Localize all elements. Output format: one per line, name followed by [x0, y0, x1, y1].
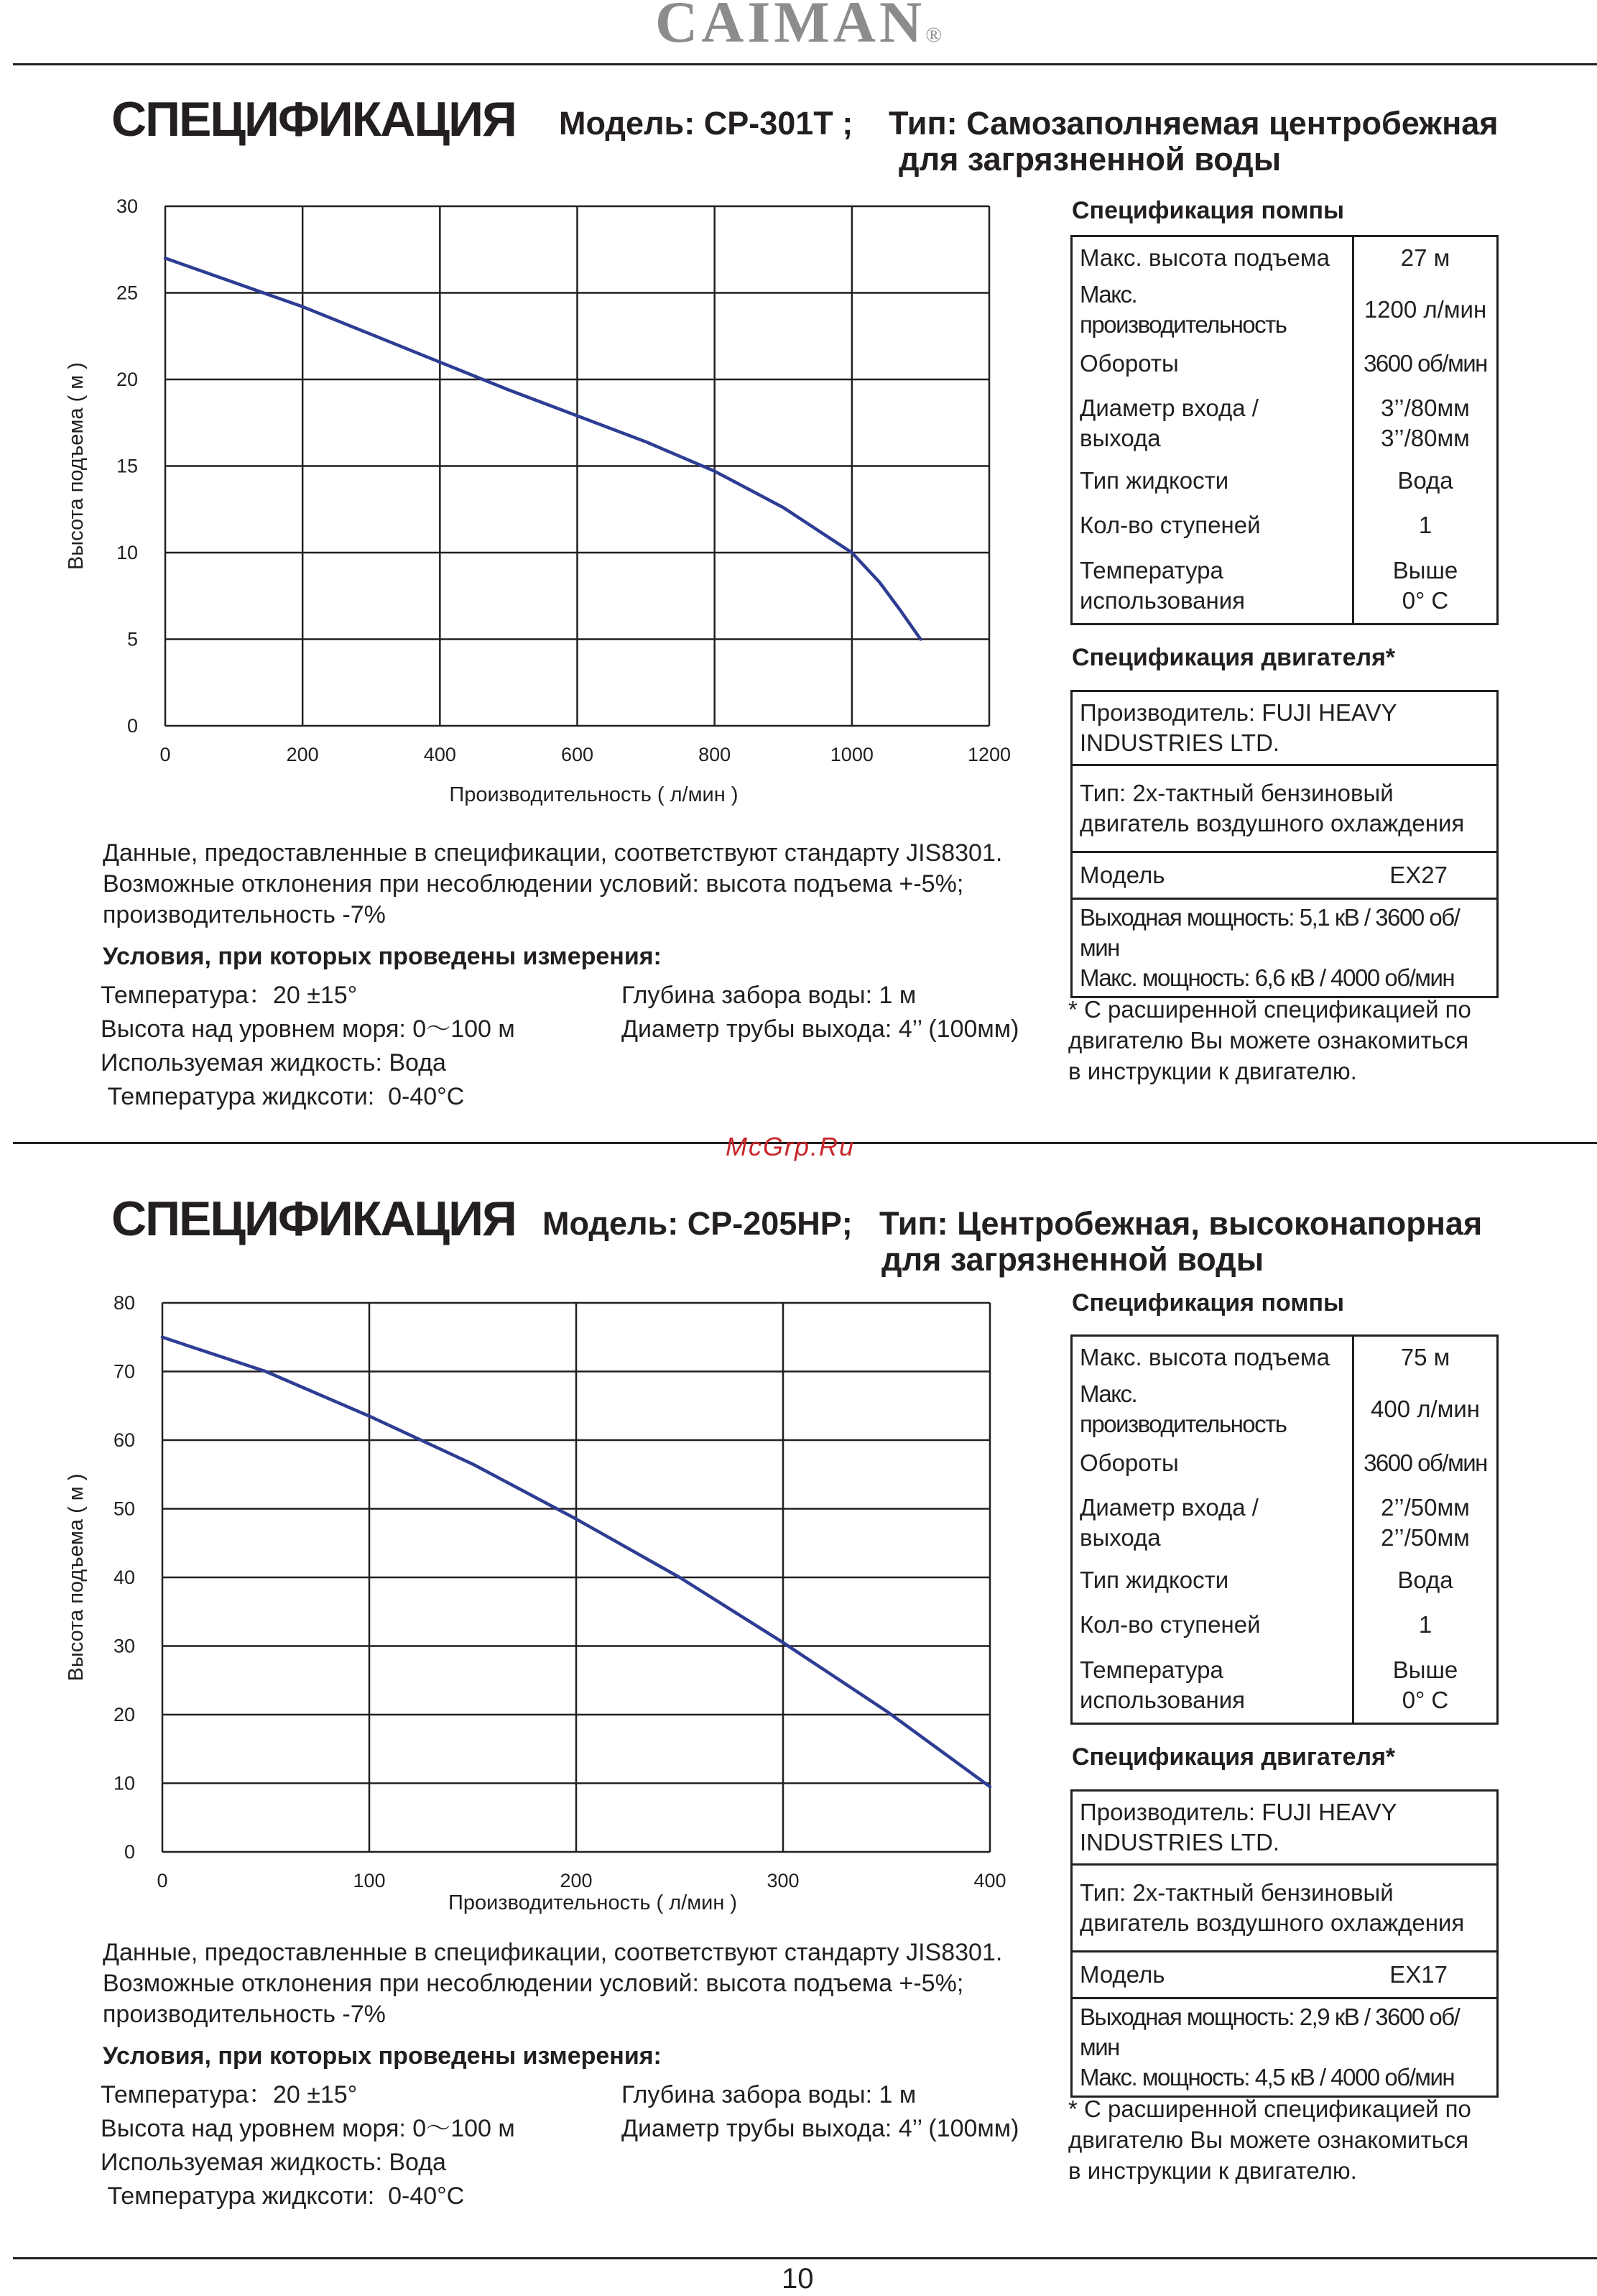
y-axis-label: Высота подъема ( м )	[65, 362, 88, 570]
y-tick-label: 10	[113, 1772, 135, 1794]
condition-line: Используемая жидкость: Вода	[101, 2149, 446, 2176]
engine-manufacturer	[1072, 1791, 1498, 1865]
spec-value: 1200 л/мин	[1353, 280, 1498, 340]
x-tick-label: 200	[286, 744, 319, 765]
y-tick-label: 0	[126, 715, 138, 737]
engine-row	[1072, 1865, 1498, 1952]
engine-spec-title-2: Спецификация двигателя*	[1072, 1743, 1396, 1771]
engine-note-line: двигателю Вы можете ознакомиться	[1068, 2126, 1469, 2153]
engine-max-power: Макс. мощность: 4,5 кВ / 4000 об/мин	[1080, 2064, 1455, 2090]
standard-line: производительность -7%	[103, 901, 386, 928]
spec-value: 1	[1353, 502, 1498, 548]
y-tick-label: 15	[116, 455, 138, 477]
engine-manufacturer-line: Производитель: FUJI HEAVY	[1080, 1799, 1397, 1825]
engine-output-power: Выходная мощность: 5,1 кВ / 3600 об/мин	[1080, 904, 1460, 961]
spec-label-line: Температура	[1080, 556, 1223, 584]
spec-label	[1072, 548, 1353, 624]
spec-label: Кол-во ступеней	[1080, 1610, 1261, 1638]
engine-note-2	[1068, 2093, 1471, 2186]
type-label-1: Тип: Самозаполняемая центробежная	[889, 105, 1499, 142]
spec-value	[1353, 387, 1498, 459]
engine-note-line: двигателю Вы можете ознакомиться	[1068, 1027, 1469, 1054]
watermark: McGrp.Ru	[726, 1132, 856, 1161]
engine-model-value: EX27	[1389, 862, 1448, 888]
y-tick-label: 60	[113, 1429, 135, 1451]
y-tick-label: 20	[116, 369, 138, 390]
standard-line: Возможные отклонения при несоблюдении условий: высота подъема +-5%;	[103, 870, 964, 898]
engine-model-label: Модель	[1080, 862, 1165, 888]
performance-curve	[165, 258, 920, 639]
conditions-left-1	[101, 979, 515, 1114]
condition-line: Диаметр трубы выхода: 4’’ (100мм)	[621, 2115, 1019, 2142]
engine-type-line: Тип: 2х-тактный бензиновый	[1080, 1879, 1394, 1906]
y-tick-label: 30	[116, 195, 138, 217]
engine-type	[1072, 1865, 1498, 1952]
registered-mark: ®	[925, 23, 942, 47]
x-tick-label: 100	[353, 1870, 386, 1891]
spec-row	[1072, 340, 1498, 387]
y-tick-label: 25	[116, 282, 138, 304]
x-tick-label: 1200	[967, 744, 1012, 765]
standard-line: Данные, предоставленные в спецификации, соответствуют стандарту JIS8301.	[103, 839, 1003, 867]
y-axis-label: Высота подъема ( м )	[65, 1473, 88, 1682]
engine-row	[1072, 1791, 1498, 1865]
brand-logo	[0, 0, 1597, 55]
condition-line: Температура жидксоти: 0-40°C	[101, 1083, 465, 1110]
page-number: 10	[782, 2263, 814, 2295]
spec-row	[1072, 502, 1498, 548]
engine-power	[1072, 1998, 1498, 2097]
conditions-title-2: Условия, при которых проведены измерения:	[103, 2042, 662, 2070]
spec-title-2: СПЕЦИФИКАЦИЯ	[111, 1191, 516, 1246]
engine-model-wrap	[1080, 860, 1491, 890]
condition-line: Температура：20 ±15°	[101, 982, 358, 1009]
standard-line: Данные, предоставленные в спецификации, соответствуют стандарту JIS8301.	[103, 1939, 1003, 1966]
spec-row	[1072, 548, 1498, 624]
header-rule	[13, 63, 1597, 65]
spec-value-line: 2’’/50мм	[1381, 1493, 1470, 1521]
spec-value: 1	[1353, 1602, 1498, 1648]
type-label-2b: для загрязненной воды	[881, 1241, 1264, 1278]
spec-value-line: 3’’/80мм	[1381, 424, 1470, 451]
spec-row	[1072, 236, 1498, 280]
engine-note-line: в инструкции к двигателю.	[1068, 1058, 1357, 1084]
engine-row	[1072, 765, 1498, 852]
engine-type-line: двигатель воздушного охлаждения	[1080, 810, 1465, 836]
x-tick-label: 0	[157, 1870, 168, 1891]
spec-label-line: использования	[1080, 586, 1246, 614]
engine-type	[1072, 765, 1498, 852]
spec-label: Обороты	[1080, 349, 1179, 377]
engine-model-value: EX17	[1389, 1961, 1448, 1988]
standard-text-1	[103, 838, 1002, 931]
chart-svg-2	[57, 1283, 1063, 1915]
spec-row	[1072, 1439, 1498, 1487]
y-tick-label: 30	[113, 1635, 135, 1657]
x-axis-label: Производительность ( л/мин )	[449, 783, 739, 806]
engine-note-line: * С расширенной спецификацией по	[1068, 996, 1471, 1023]
spec-label-line: выхода	[1080, 1523, 1161, 1551]
spec-label: Макс. высота подъема	[1080, 244, 1330, 272]
engine-manufacturer-line: INDUSTRIES LTD.	[1080, 729, 1280, 756]
y-tick-label: 20	[113, 1704, 135, 1725]
spec-value: 3600 об/мин	[1353, 1439, 1498, 1487]
engine-manufacturer	[1072, 691, 1498, 765]
y-tick-label: 70	[113, 1360, 135, 1383]
spec-label: Макс. производительность	[1080, 1380, 1287, 1437]
y-tick-label: 0	[124, 1841, 135, 1863]
condition-line: Высота над уровнем моря: 0～100 м	[101, 1015, 515, 1043]
spec-value: 27 м	[1353, 236, 1498, 280]
conditions-left-2	[101, 2078, 515, 2213]
x-tick-label: 0	[159, 744, 171, 765]
y-tick-label: 80	[113, 1292, 135, 1314]
pump-spec-title-1: Спецификация помпы	[1072, 197, 1345, 224]
spec-label-line: Диаметр входа /	[1080, 394, 1259, 421]
spec-value: 75 м	[1353, 1336, 1498, 1379]
spec-row	[1072, 280, 1498, 340]
spec-value: 3600 об/мин	[1353, 340, 1498, 387]
spec-title-1: СПЕЦИФИКАЦИЯ	[111, 92, 516, 147]
y-tick-label: 40	[113, 1567, 135, 1588]
spec-value-line: 2’’/50мм	[1381, 1523, 1470, 1551]
conditions-right-1	[621, 979, 1019, 1046]
spec-value-line: Выше	[1392, 1656, 1458, 1683]
condition-line: Высота над уровнем моря: 0～100 м	[101, 2115, 515, 2142]
chart-svg-1	[57, 183, 1063, 816]
spec-value-line: 0° С	[1402, 586, 1449, 614]
spec-row	[1072, 459, 1498, 502]
engine-row	[1072, 852, 1498, 899]
engine-model-wrap	[1080, 1960, 1491, 1990]
model-label-1: Модель: CP-301T ;	[559, 105, 853, 142]
spec-label: Тип жидкости	[1080, 1566, 1229, 1593]
spec-row	[1072, 1559, 1498, 1602]
engine-note-line: в инструкции к двигателю.	[1068, 2157, 1357, 2184]
type-label-1b: для загрязненной воды	[899, 141, 1282, 177]
spec-label	[1072, 1487, 1353, 1559]
y-tick-label: 10	[116, 542, 138, 563]
spec-value	[1353, 1648, 1498, 1724]
spec-row	[1072, 1379, 1498, 1439]
spec-label: Тип жидкости	[1080, 466, 1229, 494]
pump-spec-title-2: Спецификация помпы	[1072, 1289, 1345, 1317]
standard-line: Возможные отклонения при несоблюдении условий: высота подъема +-5%;	[103, 1970, 964, 1997]
engine-model-label: Модель	[1080, 1961, 1165, 1988]
condition-line: Температура：20 ±15°	[101, 2081, 358, 2108]
engine-type-line: двигатель воздушного охлаждения	[1080, 1909, 1465, 1936]
spec-value-line: 3’’/80мм	[1381, 394, 1470, 421]
x-tick-label: 200	[560, 1870, 593, 1891]
engine-manufacturer-line: Производитель: FUJI HEAVY	[1080, 699, 1397, 726]
x-tick-label: 300	[767, 1870, 800, 1891]
footer-rule	[13, 2257, 1597, 2259]
engine-row	[1072, 691, 1498, 765]
spec-value-line: Выше	[1392, 556, 1458, 584]
spec-row	[1072, 387, 1498, 459]
engine-note-line: * С расширенной спецификацией по	[1068, 2096, 1471, 2122]
spec-label: Макс. производительность	[1080, 280, 1287, 338]
spec-label-line: Диаметр входа /	[1080, 1493, 1259, 1521]
pump-spec-table-2	[1070, 1334, 1499, 1725]
condition-line: Глубина забора воды: 1 м	[621, 982, 917, 1009]
spec-label-line: использования	[1080, 1686, 1246, 1713]
x-tick-label: 600	[560, 744, 594, 765]
x-tick-label: 1000	[830, 744, 874, 765]
y-tick-label: 5	[126, 628, 138, 650]
spec-row	[1072, 1487, 1498, 1559]
y-tick-label: 50	[113, 1498, 135, 1520]
spec-value: 400 л/мин	[1353, 1379, 1498, 1439]
model-label-2: Модель: CP-205HP;	[542, 1205, 853, 1242]
engine-manufacturer-line: INDUSTRIES LTD.	[1080, 1829, 1280, 1855]
condition-line: Глубина забора воды: 1 м	[621, 2081, 917, 2108]
engine-spec-table-1	[1070, 690, 1499, 998]
spec-value	[1353, 1487, 1498, 1559]
condition-line: Диаметр трубы выхода: 4’’ (100мм)	[621, 1015, 1019, 1043]
spec-value-line: 0° С	[1402, 1686, 1449, 1713]
engine-row	[1072, 899, 1498, 997]
spec-row	[1072, 1336, 1498, 1379]
engine-model	[1072, 852, 1498, 899]
engine-model	[1072, 1952, 1498, 1998]
spec-value: Вода	[1353, 459, 1498, 502]
condition-line: Используемая жидкость: Вода	[101, 1049, 446, 1076]
spec-label	[1072, 1648, 1353, 1724]
engine-type-line: Тип: 2х-тактный бензиновый	[1080, 780, 1394, 806]
pump-spec-table-1	[1070, 235, 1499, 625]
pump-curve-chart-2	[57, 1283, 1063, 1915]
engine-spec-title-1: Спецификация двигателя*	[1072, 644, 1396, 671]
engine-spec-table-2	[1070, 1789, 1499, 2098]
engine-max-power: Макс. мощность: 6,6 кВ / 4000 об/мин	[1080, 964, 1455, 991]
spec-label: Макс. высота подъема	[1080, 1344, 1330, 1371]
x-tick-label: 800	[698, 744, 731, 765]
spec-value: Вода	[1353, 1559, 1498, 1602]
engine-row	[1072, 1952, 1498, 1998]
engine-output-power: Выходная мощность: 2,9 кВ / 3600 об/мин	[1080, 2004, 1460, 2060]
engine-row	[1072, 1998, 1498, 2097]
x-axis-label: Производительность ( л/мин )	[448, 1891, 738, 1914]
spec-value	[1353, 548, 1498, 624]
logo-text: CAIMAN	[655, 0, 926, 55]
x-tick-label: 400	[423, 744, 456, 765]
conditions-title-1: Условия, при которых проведены измерения:	[103, 943, 662, 970]
spec-label: Обороты	[1080, 1449, 1179, 1476]
x-tick-label: 400	[973, 1870, 1006, 1891]
spec-label: Кол-во ступеней	[1080, 511, 1261, 538]
engine-note-1	[1068, 994, 1471, 1087]
condition-line: Температура жидксоти: 0-40°C	[101, 2182, 465, 2210]
spec-row	[1072, 1602, 1498, 1648]
standard-line: производительность -7%	[103, 2001, 386, 2028]
type-label-2: Тип: Центробежная, высоконапорная	[879, 1205, 1483, 1242]
spec-row	[1072, 1648, 1498, 1724]
spec-label	[1072, 387, 1353, 459]
spec-label-line: Температура	[1080, 1656, 1223, 1683]
pump-curve-chart-1	[57, 183, 1063, 816]
conditions-right-2	[621, 2078, 1019, 2146]
spec-label-line: выхода	[1080, 424, 1161, 451]
engine-power	[1072, 899, 1498, 997]
standard-text-2	[103, 1937, 1002, 2030]
